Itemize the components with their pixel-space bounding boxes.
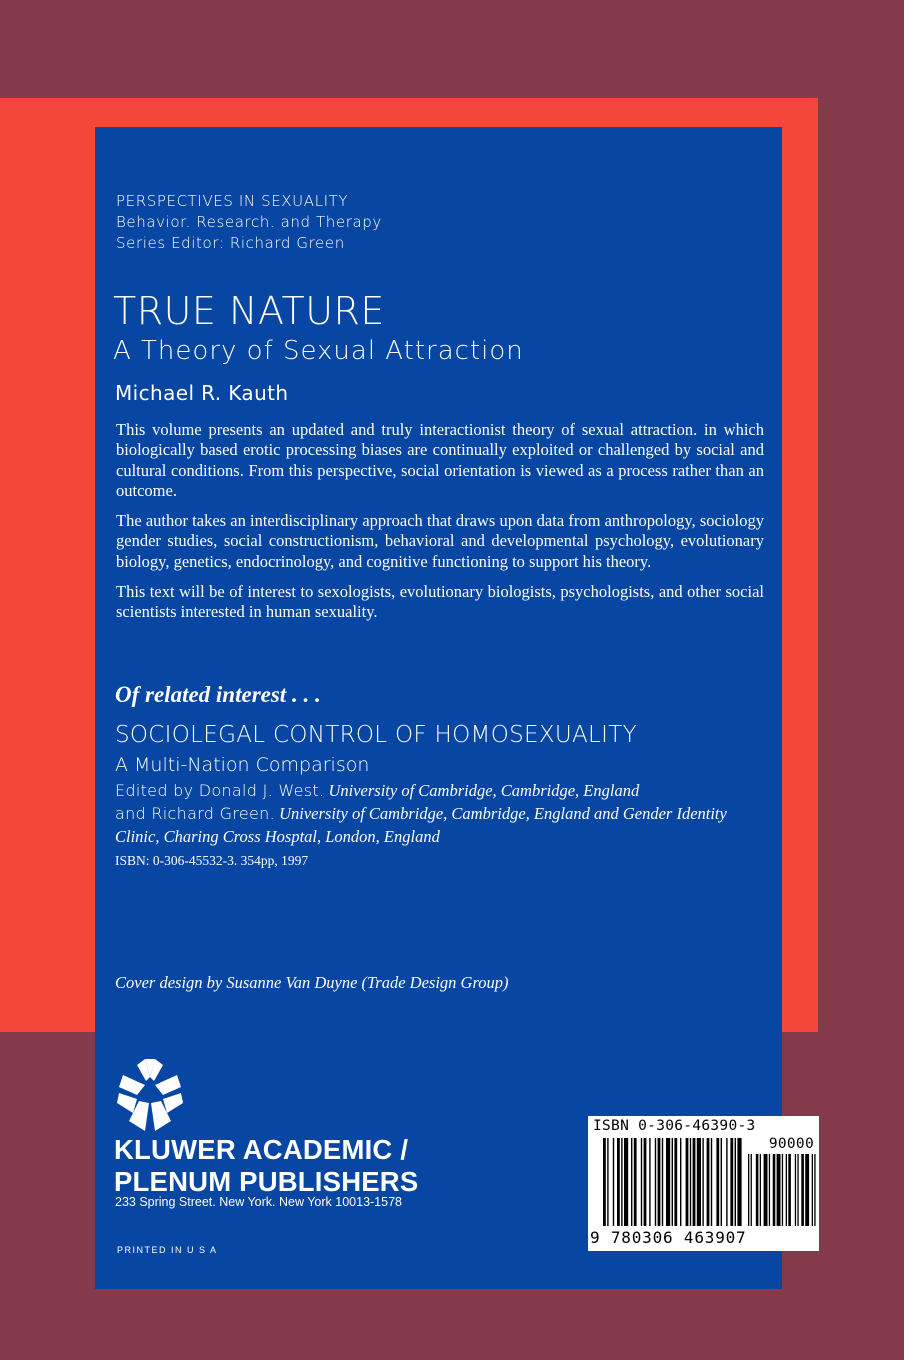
barcode-addon-bar xyxy=(748,1154,749,1226)
barcode-bar xyxy=(737,1138,741,1226)
barcode xyxy=(588,1116,819,1251)
barcode-bar xyxy=(730,1138,733,1226)
barcode-bar xyxy=(716,1138,719,1226)
barcode-bar xyxy=(634,1138,637,1226)
barcode-bar xyxy=(702,1138,703,1226)
barcode-bar xyxy=(666,1138,670,1226)
book-author: Michael R. Kauth xyxy=(115,381,289,405)
description-paragraph: The author takes an interdisciplinary approach that draws upon data from anthropology, sociology gender studies, social constructionism, behavioral and developmental psychology, evolutionary biology, genetics, endocrinology, and cognitive functioning to support his theory. xyxy=(116,511,764,571)
barcode-bar xyxy=(674,1138,677,1226)
edited-by: Edited by Donald J. West. xyxy=(115,781,325,800)
book-subtitle: A Theory of Sexual Attraction xyxy=(113,336,524,366)
barcode-isbn: ISBN 0-306-46390-3 xyxy=(593,1118,756,1134)
barcode-bar xyxy=(644,1138,647,1226)
barcode-bar xyxy=(721,1138,722,1226)
barcode-bar xyxy=(603,1138,606,1226)
barcode-addon-bar xyxy=(805,1154,809,1226)
affiliation-2: University of Cambridge, Cambridge, England and Gender Identity Clinic, Charing Cross Hosptal, London, England xyxy=(115,804,727,846)
barcode-addon-bar xyxy=(812,1154,813,1226)
barcode-addon-bar xyxy=(756,1154,759,1226)
barcode-bar xyxy=(735,1138,736,1226)
description-paragraph: This text will be of interest to sexologists, evolutionary biologists, psychologists, and other social scientists interested in human sexuality. xyxy=(116,582,764,622)
barcode-bar xyxy=(617,1138,620,1226)
publisher-name xyxy=(114,1134,418,1198)
barcode-bar xyxy=(680,1138,681,1226)
barcode-bar xyxy=(613,1138,614,1226)
barcode-bar xyxy=(658,1138,661,1226)
barcode-addon-bar xyxy=(773,1154,776,1226)
back-cover-panel xyxy=(95,127,782,1289)
barcode-bar xyxy=(655,1138,656,1226)
publisher-line-2: PLENUM PUBLISHERS xyxy=(114,1166,419,1197)
series-editor: Series Editor: Richard Green xyxy=(116,234,345,252)
barcode-addon-bar xyxy=(786,1154,787,1226)
description-paragraph: This volume presents an updated and truly interactionist theory of sexual attraction. in which biologically based erotic processing biases are continually exploited or challenged by social and cultural conditions. From this perspective, social orientation is viewed as a process rather than an outcome. xyxy=(116,420,764,500)
and-editor: and Richard Green. xyxy=(115,804,275,823)
related-isbn: ISBN: 0-306-45532-3. 354pp, 1997 xyxy=(115,853,309,868)
barcode-addon-bar xyxy=(801,1154,804,1226)
series-subtitle: Behavior. Research. and Therapy xyxy=(116,213,382,231)
barcode-price-code: 90000 xyxy=(768,1136,814,1152)
barcode-addon-bar xyxy=(788,1154,791,1226)
related-title: SOCIOLEGAL CONTROL OF HOMOSEXUALITY xyxy=(115,722,637,748)
printed-in: PRINTED IN U S A xyxy=(117,1245,218,1255)
related-heading: Of related interest . . . xyxy=(115,682,321,707)
barcode-bar xyxy=(649,1138,650,1226)
barcode-bar xyxy=(707,1138,710,1226)
barcode-bar xyxy=(607,1138,608,1226)
barcode-bar xyxy=(697,1138,701,1226)
cover-credit: Cover design by Susanne Van Duyne (Trade Design Group) xyxy=(115,973,509,992)
barcode-bar xyxy=(624,1138,628,1226)
barcode-bar xyxy=(693,1138,696,1226)
barcode-addon-bar xyxy=(751,1154,752,1226)
barcode-addon-bar xyxy=(769,1154,770,1226)
kluwer-logo-icon xyxy=(115,1057,185,1135)
series-name: PERSPECTIVES IN SEXUALITY xyxy=(116,192,349,210)
barcode-addon-bar xyxy=(782,1154,783,1226)
barcode-addon-bar xyxy=(795,1154,796,1226)
affiliation-1: University of Cambridge, Cambridge, England xyxy=(328,781,640,800)
description xyxy=(116,420,764,633)
barcode-bar xyxy=(711,1138,712,1226)
barcode-bar xyxy=(631,1138,632,1226)
barcode-bar xyxy=(726,1138,727,1226)
barcode-bar xyxy=(690,1138,691,1226)
barcode-ean: 9 780306 463907 xyxy=(590,1228,747,1247)
barcode-bar xyxy=(641,1138,642,1226)
related-editors xyxy=(115,779,775,848)
book-title: TRUE NATURE xyxy=(113,289,385,333)
publisher-line-1: KLUWER ACADEMIC / xyxy=(114,1134,409,1165)
barcode-addon-bar xyxy=(777,1154,781,1226)
barcode-addon-bar xyxy=(814,1154,815,1226)
barcode-addon-bar xyxy=(797,1154,798,1226)
publisher-address: 233 Spring Street. New York. New York 10013-1578 xyxy=(115,1195,402,1209)
related-subtitle: A Multi-Nation Comparison xyxy=(115,754,370,776)
barcode-addon-bar xyxy=(760,1154,761,1226)
barcode-bar xyxy=(662,1138,663,1226)
barcode-bar xyxy=(621,1138,622,1226)
barcode-bar xyxy=(686,1138,689,1226)
barcode-addon-bar xyxy=(764,1154,768,1226)
barcode-bar xyxy=(672,1138,673,1226)
series-block xyxy=(116,191,382,254)
